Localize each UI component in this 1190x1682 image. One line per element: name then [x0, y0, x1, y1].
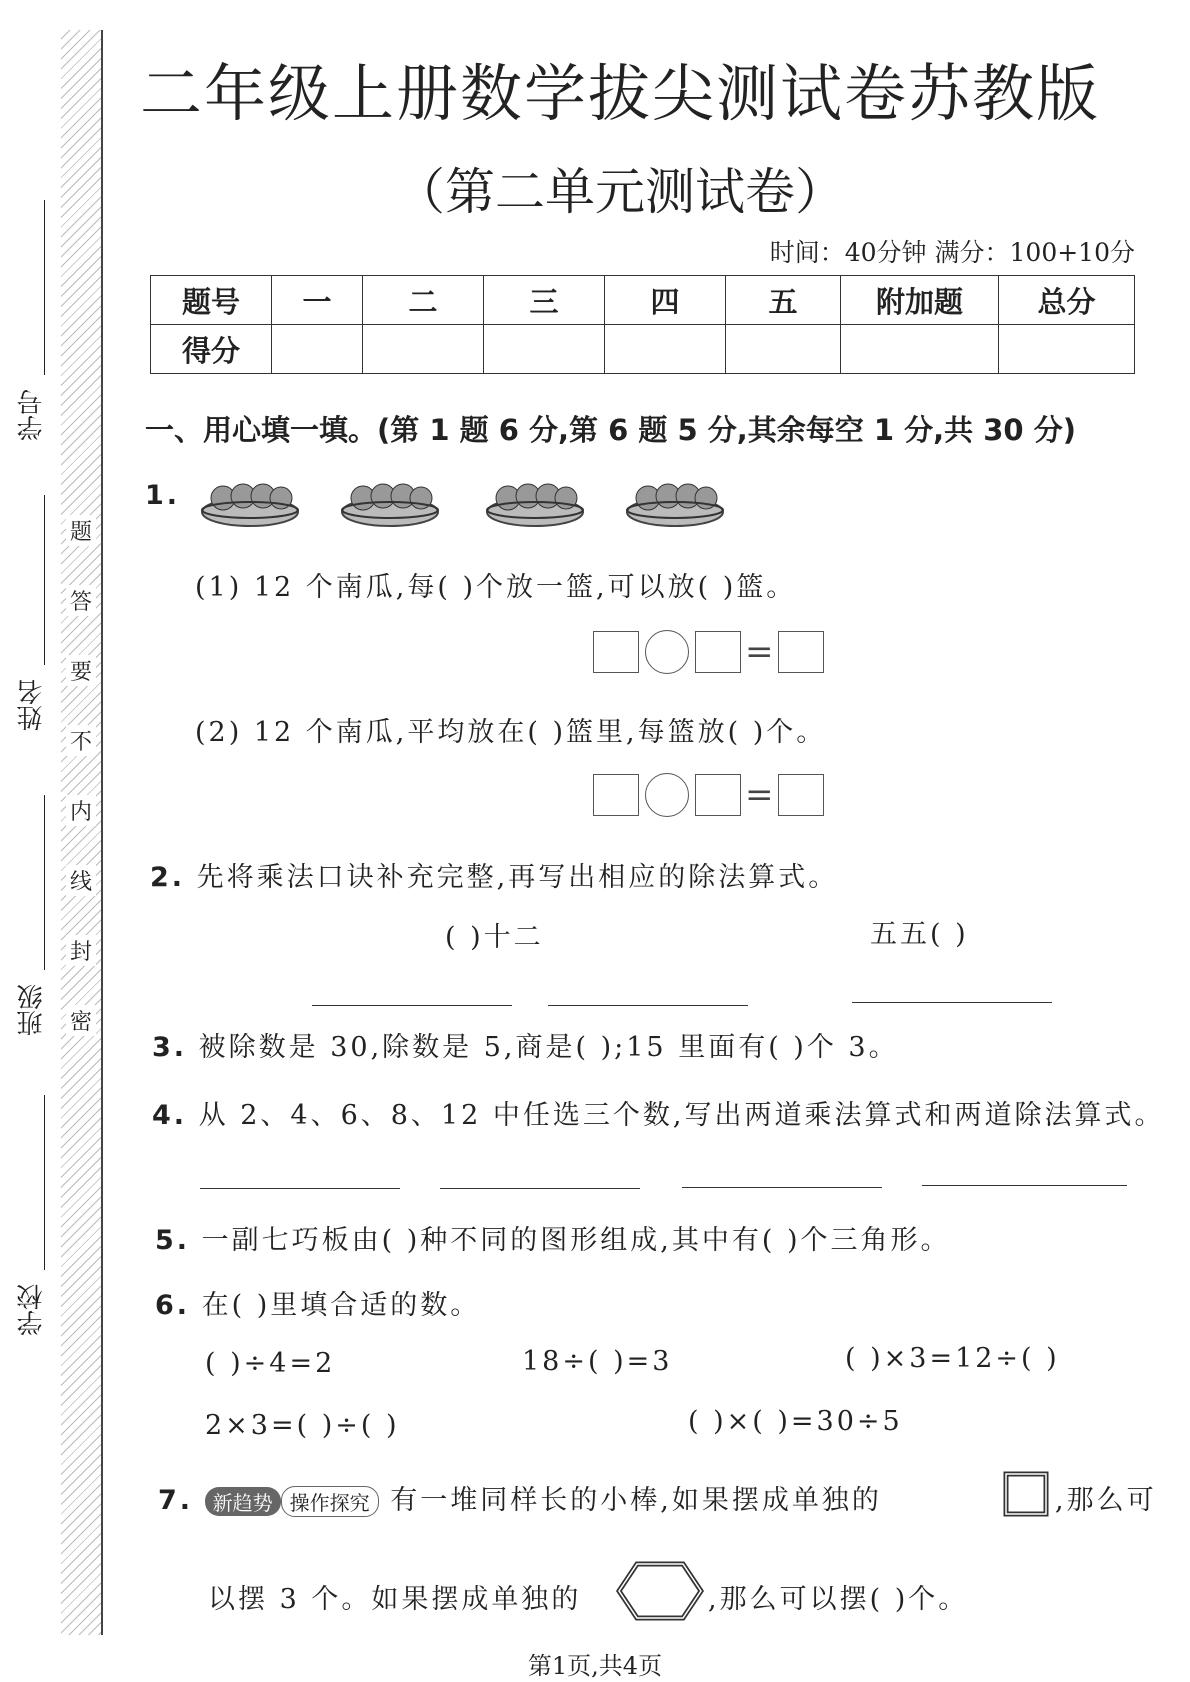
side-blank-name [44, 495, 45, 665]
q7: 7. 新趋势 操作探究 有一堆同样长的小棒,如果摆成单独的 [158, 1485, 882, 1516]
side-label-school: 学校 [17, 1284, 47, 1336]
answer-box[interactable] [593, 631, 639, 673]
side-label-student-id: 学号 [17, 389, 47, 441]
score-table [150, 275, 1135, 374]
header-cell: 四 [605, 276, 726, 325]
q6-item: 2×3=( )÷( ) [205, 1410, 400, 1441]
seal-word: 线 [66, 865, 96, 896]
page-title: 二年级上册数学拔尖测试卷苏教版 [139, 57, 1100, 130]
score-cell[interactable] [272, 325, 363, 374]
score-cell[interactable] [484, 325, 605, 374]
q1-part1: (1) 12 个南瓜,每( )个放一篮,可以放( )篮。 [195, 572, 797, 603]
header-cell: 题号 [151, 276, 272, 325]
operator-circle[interactable] [645, 630, 689, 674]
score-cell[interactable] [999, 325, 1135, 374]
answer-box[interactable] [593, 774, 639, 816]
page-subtitle: （第二单元测试卷） [395, 163, 845, 221]
seal-word: 答 [66, 585, 96, 616]
side-blank-school [44, 1095, 45, 1270]
seal-word: 不 [66, 725, 96, 756]
score-cell[interactable] [841, 325, 999, 374]
q6-item: 18÷( )=3 [522, 1346, 673, 1377]
seal-word: 内 [66, 795, 96, 826]
basket-icon [342, 484, 438, 526]
side-label-name: 姓名 [17, 679, 47, 731]
header-cell: 总分 [999, 276, 1135, 325]
header-cell: 三 [484, 276, 605, 325]
answer-line[interactable] [852, 1002, 1052, 1003]
score-table-score-row [151, 325, 1135, 374]
q6: 6. 在( )里填合适的数。 [155, 1290, 481, 1321]
score-cell[interactable] [605, 325, 726, 374]
q1-number: 1. [145, 480, 181, 511]
basket-icon [202, 484, 298, 526]
seal-word: 要 [66, 655, 96, 686]
score-table-header-row [151, 276, 1135, 325]
q6-item: ( )÷4=2 [205, 1348, 336, 1379]
score-cell[interactable] [363, 325, 484, 374]
answer-box[interactable] [778, 774, 824, 816]
equals-sign: = [745, 632, 774, 672]
equals-sign: = [745, 775, 774, 815]
answer-line[interactable] [922, 1185, 1127, 1186]
answer-line[interactable] [548, 1005, 748, 1006]
q7-line2: 以摆 3 个。如果摆成单独的 [208, 1584, 582, 1615]
header-cell: 一 [272, 276, 363, 325]
seal-word: 封 [66, 935, 96, 966]
q7-text2b: ,那么可以摆( )个。 [708, 1584, 969, 1615]
q1-equation-1 [593, 630, 824, 674]
tag-operation-explore: 操作探究 [281, 1486, 379, 1517]
q6-item: ( )×3=12÷( ) [845, 1343, 1060, 1374]
time-info: 时间：40分钟 满分：100+10分 [769, 238, 1135, 267]
side-blank-student-id [44, 200, 45, 375]
answer-box[interactable] [695, 631, 741, 673]
basket-icon [487, 484, 583, 526]
q1-equation-2 [593, 773, 824, 817]
binding-line [101, 30, 103, 1635]
answer-box[interactable] [695, 774, 741, 816]
pumpkin-baskets-image [195, 470, 755, 534]
section-1-heading: 一、用心填一填。(第 1 题 6 分,第 6 题 5 分,其余每空 1 分,共 30 分) [145, 413, 1076, 447]
q3: 3. 被除数是 30,除数是 5,商是( );15 里面有( )个 3。 [152, 1032, 899, 1063]
tag-new-trend: 新趋势 [205, 1487, 281, 1516]
answer-line[interactable] [682, 1187, 882, 1188]
header-cell: 二 [363, 276, 484, 325]
q7-text1b: ,那么可 [1055, 1485, 1157, 1516]
binding-hatch [61, 30, 101, 1635]
q2-item-a: ( )十二 [445, 922, 544, 953]
hexagon-sticks-icon [615, 1560, 705, 1622]
operator-circle[interactable] [645, 773, 689, 817]
answer-box[interactable] [778, 631, 824, 673]
answer-line[interactable] [200, 1188, 400, 1189]
score-row-label: 得分 [151, 325, 272, 374]
answer-line[interactable] [440, 1188, 640, 1189]
header-cell: 附加题 [841, 276, 999, 325]
page-footer: 第1页,共4页 [527, 1652, 663, 1680]
seal-word: 题 [66, 515, 96, 546]
answer-line[interactable] [312, 1005, 512, 1006]
seal-word: 密 [66, 1005, 96, 1036]
square-sticks-icon [1002, 1470, 1052, 1520]
side-label-class: 班级 [17, 984, 47, 1036]
q1-part2: (2) 12 个南瓜,平均放在( )篮里,每篮放( )个。 [195, 717, 827, 748]
q2-item-b: 五五( ) [870, 919, 969, 950]
header-cell: 五 [726, 276, 841, 325]
basket-icon [627, 484, 723, 526]
q4: 4. 从 2、4、6、8、12 中任选三个数,写出两道乘法算式和两道除法算式。 [152, 1100, 1165, 1131]
side-blank-class [44, 795, 45, 970]
q2: 2. 先将乘法口诀补充完整,再写出相应的除法算式。 [150, 862, 839, 893]
score-cell[interactable] [726, 325, 841, 374]
q5: 5. 一副七巧板由( )种不同的图形组成,其中有( )个三角形。 [155, 1225, 951, 1256]
q6-item: ( )×( )=30÷5 [688, 1406, 903, 1437]
